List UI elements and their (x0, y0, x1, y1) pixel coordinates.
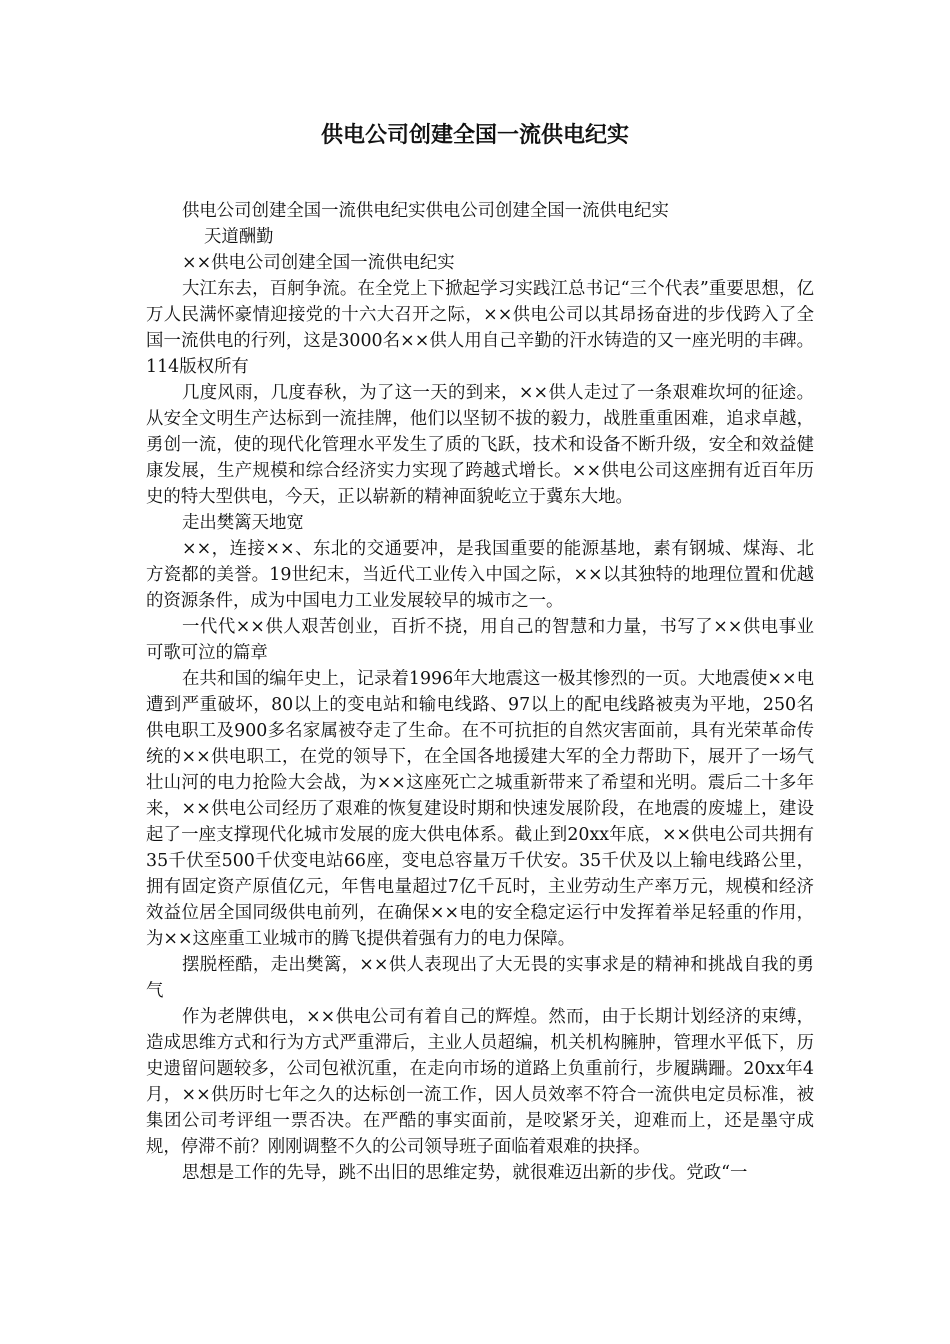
paragraph: 天道酬勤 (204, 227, 274, 247)
paragraph: 作为老牌供电，××供电公司有着自己的辉煌。然而，由于长期计划经济的束缚，造成思维方式和行为方式严重滞后，主业人员超编，机关机构臃肿，管理水平低下，历史遗留问题较多，公司包袱沉重，在走向市场的道路上负重前行，步履蹒跚。20xx年4月，××供历时七年之久的达标创一流工作，因人员效率不符合一流供电定员标准，被集团公司考评组一票否决。在严酷的事实面前，是咬紧牙关，迎难而上，还是墨守成规，停滞不前？刚刚调整不久的公司领导班子面临着艰难的抉择。 (146, 1007, 814, 1157)
section-heading: 走出樊篱天地宽 (182, 513, 304, 533)
document-title: 供电公司创建全国一流供电纪实 (320, 123, 629, 148)
paragraph: 一代代××供人艰苦创业，百折不挠，用自己的智慧和力量，书写了××供电事业可歌可泣的篇章 (146, 617, 814, 663)
paragraph: 大江东去，百舸争流。在全党上下掀起学习实践江总书记“三个代表”重要思想，亿万人民满怀豪情迎接党的十六大召开之际，××供电公司以其昂扬奋进的步伐跨入了全国一流供电的行列，这是3000名××供人用自己辛勤的汗水铸造的又一座光明的丰碑。114版权所有 (146, 279, 814, 377)
document-body (146, 198, 814, 1186)
paragraph: 供电公司创建全国一流供电纪实供电公司创建全国一流供电纪实 (182, 201, 669, 221)
paragraph: 在共和国的编年史上，记录着1996年大地震这一极其惨烈的一页。大地震使××电遭到严重破坏，80以上的变电站和输电线路、97以上的配电线路被夷为平地，250名供电职工及900多名家属被夺走了生命。在不可抗拒的自然灾害面前，具有光荣革命传统的××供电职工，在党的领导下，在全国各地援建大军的全力帮助下，展开了一场气壮山河的电力抢险大会战，为××这座死亡之城重新带来了希望和光明。震后二十多年来，××供电公司经历了艰难的恢复建设时期和快速发展阶段，在地震的废墟上，建设起了一座支撑现代化城市发展的庞大供电体系。截止到20xx年底，××供电公司共拥有35千伏至500千伏变电站66座，变电总容量万千伏安。35千伏及以上输电线路公里，拥有固定资产原值亿元，年售电量超过7亿千瓦时，主业劳动生产率万元，规模和经济效益位居全国同级供电前列，在确保××电的安全稳定运行中发挥着举足轻重的作用，为××这座重工业城市的腾飞提供着强有力的电力保障。 (146, 669, 814, 949)
paragraph: ××，连接××、东北的交通要冲，是我国重要的能源基地，素有钢城、煤海、北方瓷都的美誉。19世纪末，当近代工业传入中国之际，××以其独特的地理位置和优越的资源条件，成为中国电力工业发展较早的城市之一。 (146, 539, 814, 611)
paragraph: 几度风雨，几度春秋，为了这一天的到来，××供人走过了一条艰难坎坷的征途。从安全文明生产达标到一流挂牌，他们以坚韧不拔的毅力，战胜重重困难，追求卓越，勇创一流，使的现代化管理水平发生了质的飞跃，技术和设备不断升级，安全和效益健康发展，生产规模和综合经济实力实现了跨越式增长。××供电公司这座拥有近百年历史的特大型供电，今天，正以崭新的精神面貌屹立于冀东大地。 (146, 383, 814, 507)
paragraph: 摆脱桎酷，走出樊篱，××供人表现出了大无畏的实事求是的精神和挑战自我的勇气 (146, 955, 814, 1001)
paragraph: ××供电公司创建全国一流供电纪实 (182, 253, 455, 273)
paragraph: 思想是工作的先导，跳不出旧的思维定势，就很难迈出新的步伐。党政“一 (182, 1163, 748, 1183)
